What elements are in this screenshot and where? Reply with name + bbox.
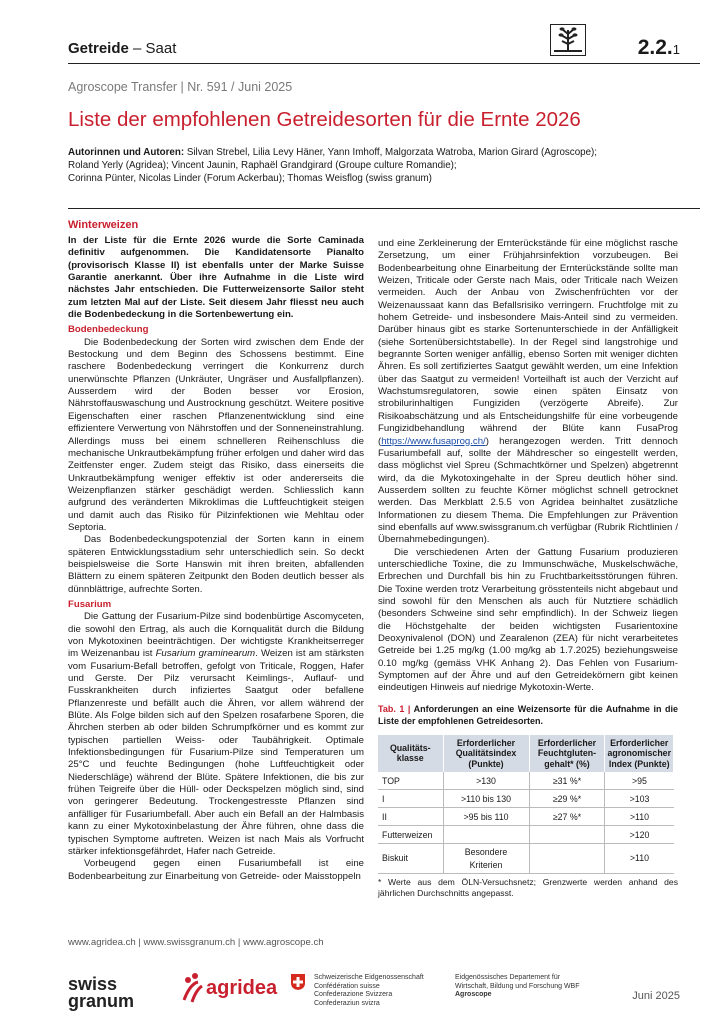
footer-date: Juni 2025 — [632, 990, 680, 1002]
lead-paragraph: In der Liste für die Ernte 2026 wurde die Sorte Caminada definitiv aufgenommen. Die Kandidatensorte Pianalto (provisorisch Klasse II) ist ebenfalls unter der Marke Suisse Garantie anerkannt. Über ihre Aufnahme in die Liste wird nächstes Jahr entschieden. Die Futterweizensorte Sailor steht zum letzten Mal auf der Liste. Seit diesem Jahr fliesst neu auch die Bodenbedeckung in die Sortenbewertung ein. — [68, 235, 364, 321]
series-line: Agroscope Transfer | Nr. 591 / Juni 2025 — [68, 80, 293, 94]
table-caption: Tab. 1 | Anforderungen an eine Weizensorte für die Aufnahme in die Liste der empfohlenen Getreidesorten. — [378, 703, 678, 726]
paragraph: Die Bodenbedeckung der Sorten wird zwischen dem Ende der Bestockung und dem Beginn des Schossens bestimmt. Eine raschere Bodenbedeckung verringert die Konkurrenz durch unerwünschte Pflanzen (Unkräuter, Ungräser und Ausfallpflanzen). Ausserdem wird der Boden besser vor Erosion, Nährstoffauswaschung und Austrocknung geschützt. Weitere positive Eigenschaften einer raschen Pflanzenentwicklung sind eine effizientere Verwertung von Nährstoffen und der Sonneneinstrahlung. Allerdings muss bei einem schnelleren Reihenschluss die mechanische Unkrautbekämpfung früher erfolgen und daher wird das Zeitfenster enger. Zudem steigt das Risiko, dass einerseits die Unkrautbekämpfung weniger effektiv ist oder andererseits die Weizenpflanzen stärker geschädigt werden. Schliesslich kann aufgrund des veränderten Mikroklimas die Luftfeuchtigkeit steigen und damit auch das Risiko für Pilzinfektionen wie Mehltau oder Septoria. — [68, 336, 364, 533]
table-cell: Besondere Kriterien — [443, 844, 529, 874]
requirements-table — [378, 735, 674, 874]
table-row — [378, 772, 674, 790]
table-cell: TOP — [378, 772, 443, 790]
authors-divider — [68, 208, 700, 209]
table-cell: I — [378, 790, 443, 808]
table-cell — [529, 826, 605, 844]
swiss-granum-logo: swiss granum — [68, 974, 135, 1011]
paragraph: Vorbeugend gegen einen Fusariumbefall ist eine Bodenbearbeitung zur Einarbeitung von Getreide- oder Maisstoppeln — [68, 858, 364, 882]
paragraph: Die verschiedenen Arten der Gattung Fusarium produzieren unterschiedliche Toxine, die zu Immunschwäche, Muskelschwäche, Erbrechen und Durchfall bis hin zu Fruchtbarkeitsstörungen führen. Die Toxine werden trotz Verarbeitung grösstenteils nicht abgebaut und sind sowohl für den Menschen als auch für Nutztiere schädlich (besonders Schweine sind sehr empfindlich). In der Schweiz liegen die Höchstgehalte der beiden wichtigsten Fusarientoxine Deoxynivalenol (DON) und Zearalenon (ZEA) für nicht verarbeitetes Getreide bei 1.25 mg/kg (1.00 mg/kg ab 1.7.2025) beziehungsweise 0.10 mg/kg (gemäss VHK Anhang 2). Das Fehlen von Fusarium-Symptomen auf der Ähre und auf den Getreidekörnern gibt keinen eindeutigen Hinweis auf niedrige Mykotoxin-Werte. — [378, 546, 678, 694]
table-cell — [443, 826, 529, 844]
table-cell: >130 — [443, 772, 529, 790]
swiss-cross-icon — [290, 973, 308, 991]
table-cell — [529, 844, 605, 874]
paragraph: Die Gattung der Fusarium-Pilze sind bodenbürtige Ascomyceten, die sowohl den Ertrag, als auch die Kornqualität durch die Bildung von Mykotoxinen beeinträchtigen. Der wichtigste Krankheitserreger im Weizenanbau ist Fusarium graminearum. Weizen ist am stärksten vom Fusarium-Befall betroffen, gefolgt von Triticale, Roggen, Hafer und Gerste. Der Pilz verursacht Keimlings-, Auflauf- und Fusskrankheiten durch infiziertes Saatgut oder befallene Pflanzenreste und befällt auch die Ähren, vor allem während der Blüte. Als Folge bilden sich auf den Spelzen rosafarbene Sporen, die Ährchen sterben ab oder bilden Schrumpfkörner und es kommt zur typischen partiellen Weiss- oder Taubährigkeit. Optimale Infektionsbedingungen für Fusarium-Pilze sind Temperaturen um 25°C und feuchte Bedingungen (hohe Luftfeuchtigkeit oder Niederschläge) während der Blüte. Spätere Infektionen, die bis zur frühen Teigreife über die Hüll- oder Deckspelzen möglich sind, sind von geringerer Bedeutung. Trockengestresste Pflanzen sind anfälliger für Fusariumbefall. Aber auch ein Befall an der Halmbasis kann zu einer Mykotoxinbelastung der Ähre führen, ohne dass die typischen Symptome auftreten. Weizen ist nach Mais als Vorfrucht stärker infektionsgefährdet, Hafer nach Getreide. — [68, 611, 364, 857]
agridea-logo — [180, 970, 280, 1006]
table-header: Erforderlicher Qualitätsindex (Punkte) — [443, 735, 529, 773]
chapter-number: 2.2.1 — [637, 36, 680, 59]
table-cell: >120 — [605, 826, 674, 844]
column-right — [378, 238, 678, 898]
fusaprog-link[interactable]: https://www.fusaprog.ch/ — [381, 435, 486, 447]
paragraph: Das Bodenbedeckungspotenzial der Sorten kann in einem späteren Entwicklungsstadium sehr unterschiedlich sein. So deckt beispielsweise die Sorte Hanswin mit ihren breiten, abfallenden Blättern zu einem späteren Zeitpunkt den Boden deutlich besser als dünnblättrige, aufrechte Sorten. — [68, 534, 364, 595]
table-note: * Werte aus dem ÖLN-Versuchsnetz; Grenzwerte werden anhand des jährlichen Durchschnitts angepasst. — [378, 876, 678, 898]
table-cell: >110 — [605, 808, 674, 826]
paragraph: und eine Zerkleinerung der Ernterückstände für eine möglichst rasche Zersetzung, um einer Frühjahrsinfektion vorzubeugen. Bei Bodenbearbeitung ohne Einarbeitung der Ernterückstände sollte man Weizen, Triticale oder Gerste nach Mais, oder Triticale nach Weizen vermeiden. Auch der Anbau von Zwischenfrüchten vor der Weizenaussaat kann das Befallsrisiko verringern. Fruchtfolge mit zu hohem Getreide- und insbesondere Mais-Anteil sind zu vermeiden. Darüber hinaus gibt es starke Sortenunterschiede in der Anfälligkeit (siehe Sortenübersichtstabelle). In der Regel sind langstrohige und begrannte Sorten weniger anfällig, ebenso Sorten mit weniger dichten Ähren. Es soll zertifiziertes Saatgut gewählt werden, um eine Infektion über das Saatgut zu vermeiden! Vorteilhaft ist auch der Verzicht auf Wachstumsregulatoren, sowie einen späten Einsatz von strobilurinhaltigen Fungiziden (verzögerte Abreife). Zur Risikoabschätzung und als Entscheidungshilfe für eine vorbeugende Fungizidbehandlung während der Blüte kann FusaProg (https://www.fusaprog.ch/) herangezogen werden. Tritt dennoch Fusariumbefall auf, sollte der Mähdrescher so eingestellt werden, dass möglichst viel Spreu (Schmachtkörner und Spelzen) abgetrennt wird, da die Mykotoxingehalte in der Spreu deutlich höher sind. Ausserdem sollten zu feuchte Körner möglichst schnell getrocknet werden. Das Merkblatt 2.5.5 von Agridea beinhaltet zusätzliche Informationen zu diesem Thema. Die Empfehlungen zur Prävention sind ebenfalls auf www.swissgranum.ch verfügbar (Rubrik Richtlinien / Übernahmebedingungen). — [378, 238, 678, 546]
table-cell: ≥29 %* — [529, 790, 605, 808]
authors-block: Autorinnen und Autoren: Silvan Strebel, Lilia Levy Häner, Yann Imhoff, Malgorzata Watroba, Marion Girard (Agroscope); Roland Yerly (Agridea); Vincent Jaunin, Raphaël Grandgirard (Groupe culture Romandie); Corinna Pünter, Nicolas Linder (Forum Ackerbau); Thomas Weisflog (swiss granum) — [68, 147, 598, 185]
table-header: Erforderlicher agronomischer Index (Punkte) — [605, 735, 674, 773]
table-cell: ≥31 %* — [529, 772, 605, 790]
table-cell: Biskuit — [378, 844, 443, 874]
table-cell: ≥27 %* — [529, 808, 605, 826]
header-divider — [68, 63, 700, 64]
table-row — [378, 790, 674, 808]
table-row — [378, 808, 674, 826]
footer-links: www.agridea.ch | www.swissgranum.ch | www.agroscope.ch — [68, 937, 324, 948]
table-cell: >110 — [605, 844, 674, 874]
wbf-text: Eidgenössisches Departement für Wirtschaft, Bildung und Forschung WBF Agroscope — [455, 974, 580, 999]
table-header: Erforderlicher Feuchtgluten-gehalt* (%) — [529, 735, 605, 773]
table-cell: II — [378, 808, 443, 826]
subheading-fusarium: Fusarium — [68, 598, 112, 610]
table-row — [378, 826, 674, 844]
table-cell: >95 bis 110 — [443, 808, 529, 826]
table-row — [378, 844, 674, 874]
svg-text:agridea: agridea — [206, 977, 278, 999]
table-cell: Futterweizen — [378, 826, 443, 844]
page-title: Liste der empfohlenen Getreidesorten für die Ernte 2026 — [68, 108, 581, 131]
table-cell: >110 bis 130 — [443, 790, 529, 808]
column-left — [68, 235, 364, 883]
subheading-bodenbedeckung: Bodenbedeckung — [68, 324, 149, 336]
table-cell: >103 — [605, 790, 674, 808]
confederation-text: Schweizerische Eidgenossenschaft Confédération suisse Confederazione Svizzera Confederaziun svizra — [314, 974, 424, 1007]
section-title: Winterweizen — [68, 219, 139, 231]
table-header: Qualitäts-klasse — [378, 735, 443, 773]
table-cell: >95 — [605, 772, 674, 790]
grain-logo-icon — [550, 24, 586, 56]
header-category: Getreide – Saat — [68, 40, 177, 57]
